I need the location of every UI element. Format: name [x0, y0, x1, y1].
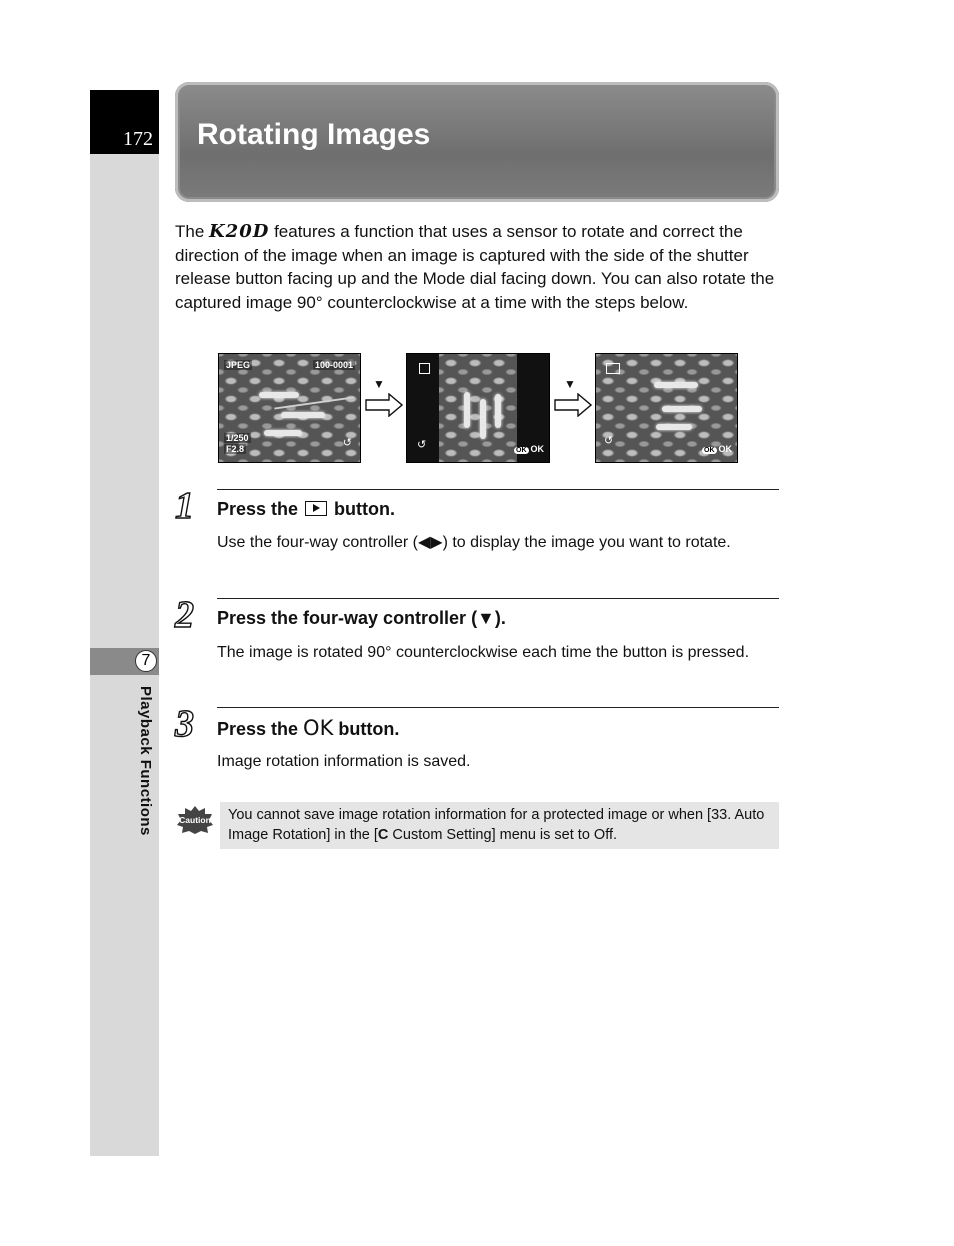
step-3-body: Image rotation information is saved. [217, 753, 471, 770]
step-divider [217, 598, 779, 599]
photo-sprig [464, 392, 470, 428]
intro-text-rest: features a function that uses a sensor to rotate and correct the direction of the image when an image is captured with the side of the shutter release button facing up and the Mode dial facing down. You can also rotate the captured image 90° counterclockwise at a time with the steps below. [175, 222, 775, 312]
flow-arrow-right-icon [554, 393, 592, 417]
step-number-1: 1 [175, 485, 194, 527]
rotate-icon [606, 363, 620, 374]
playback-button-icon [305, 501, 327, 516]
flow-arrow-down-icon: ▼ [564, 377, 576, 391]
k20d-logo: K20D [209, 221, 270, 242]
ok-label: OK [530, 444, 544, 454]
photo-sprig [656, 424, 692, 430]
step-2-title: Press the four-way controller (▼). [217, 608, 506, 628]
photo-sprig [662, 406, 702, 412]
step-3-title [217, 716, 399, 740]
step-number-3: 3 [175, 703, 194, 745]
chapter-number: 7 [135, 650, 157, 672]
file-number: 100-0001 [314, 360, 353, 370]
flow-arrow-right-icon [365, 393, 403, 417]
photo-sprig [281, 412, 325, 418]
shutter-speed: 1/250 [226, 433, 249, 443]
ok-button-label: OK [303, 716, 334, 740]
caution-text-start: You cannot save image rotation information for a protected image or when [33. Auto Image Rotation] in the [ [228, 807, 765, 843]
custom-setting-glyph: C [377, 827, 389, 843]
flow-arrow-down-icon: ▼ [373, 377, 385, 391]
photo-sprig [654, 382, 698, 388]
step-1-title-end: button. [329, 499, 396, 519]
screen-original [218, 353, 361, 463]
rotate-control-icon: ↺ [342, 437, 352, 449]
page-number-box [90, 90, 159, 154]
ok-badge: OK [704, 447, 715, 454]
caution-icon-label: Caution [179, 815, 211, 825]
protect-icon [419, 363, 430, 374]
intro-paragraph [175, 220, 780, 314]
photo-sprig [480, 399, 486, 439]
step-2-body: The image is rotated 90° counterclockwise each time the button is pressed. [217, 644, 750, 661]
ok-label: OK [718, 444, 732, 454]
page-title: Rotating Images [197, 118, 431, 151]
step-1-title [217, 499, 395, 520]
flower-photo-rotated [439, 354, 517, 462]
aperture-value: F2.8 [226, 444, 245, 454]
step-1-title-start: Press the [217, 499, 304, 519]
caution-text [228, 805, 776, 845]
photo-sprig [264, 430, 302, 436]
rotate-control-icon: ↺ [604, 435, 614, 447]
step-number-2: 2 [175, 594, 194, 636]
photo-sprig [259, 392, 299, 398]
screen-rotated-back [595, 353, 738, 463]
ok-indicator [514, 444, 544, 454]
caution-icon [176, 805, 214, 835]
step-3-title-end: button. [333, 719, 400, 739]
caution-text-end: Custom Setting] menu is set to Off. [388, 827, 618, 843]
intro-text-start: The [175, 222, 210, 241]
rotate-control-icon: ↺ [417, 439, 427, 451]
page-number: 172 [123, 128, 153, 150]
photo-sprig [495, 394, 501, 428]
step-1-body: Use the four-way controller (◀▶) to display the image you want to rotate. [217, 534, 731, 551]
step-divider [217, 707, 779, 708]
sidebar [90, 90, 159, 1156]
ok-indicator [702, 444, 732, 454]
step-divider [217, 489, 779, 490]
step-3-title-start: Press the [217, 719, 304, 739]
format-label: JPEG [226, 360, 251, 370]
ok-badge: OK [516, 447, 527, 454]
screen-rotated-portrait [406, 353, 550, 463]
chapter-label: Playback Functions [137, 686, 154, 836]
